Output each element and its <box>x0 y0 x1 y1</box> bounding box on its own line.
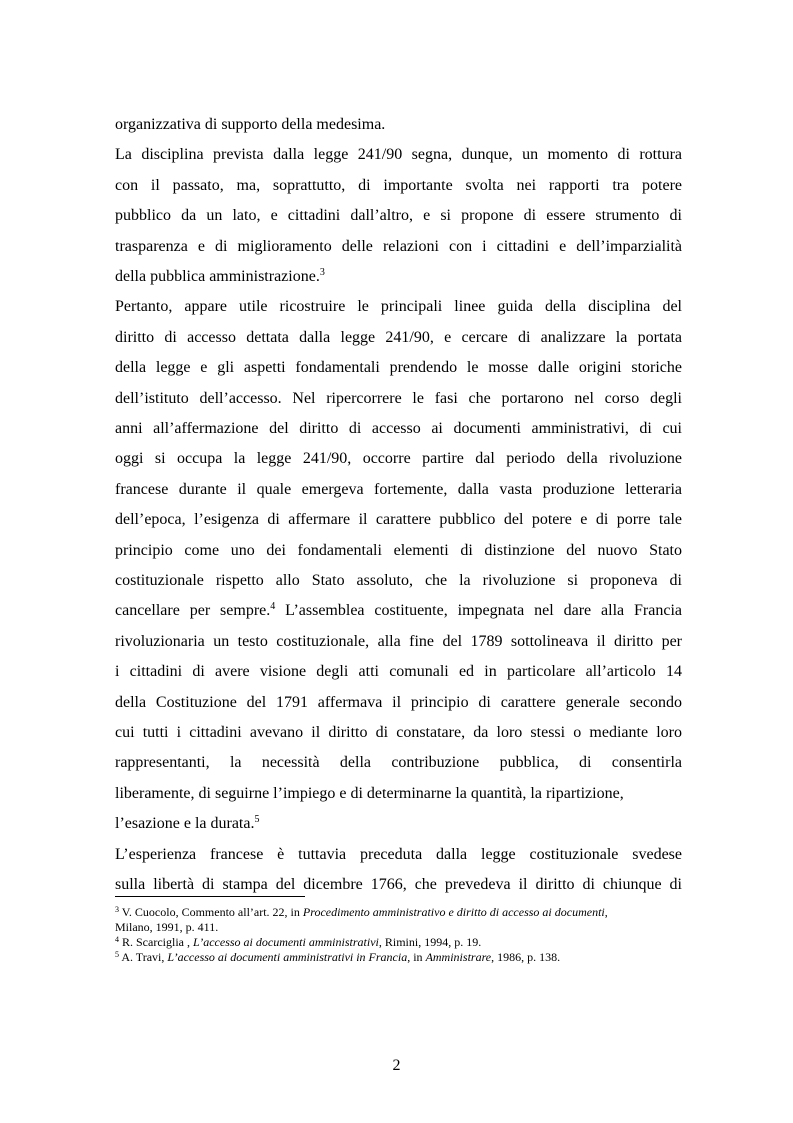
body-line-text: principio come uno dei fondamentali elementi di distinzione del nuovo Stato <box>115 541 682 559</box>
body-line-text: L’esperienza francese è tuttavia preceduta dalla legge costituzionale svedese <box>115 845 682 863</box>
body-line <box>115 542 682 560</box>
body-line-text: organizzativa di supporto della medesima. <box>115 116 386 133</box>
footnote-4-author: R. Scarciglia , <box>122 935 193 949</box>
footnote-5 <box>115 950 682 964</box>
body-line-text: cui tutti i cittadini avevano il diritto di constatare, da loro stessi o mediante loro <box>115 724 682 741</box>
body-line <box>115 785 682 803</box>
footnote-reference: 4 <box>270 601 276 613</box>
body-line <box>115 359 682 377</box>
body-line-text: della Costituzione del 1791 affermava il principio di carattere generale secondo <box>115 693 682 711</box>
body-line-text: oggi si occupa la legge 241/90, occorre partire dal periodo della rivoluzione <box>115 450 682 468</box>
body-line-text: La disciplina prevista dalla legge 241/90 segna, dunque, un momento di rottura <box>115 146 682 164</box>
body-line <box>115 572 682 590</box>
body-line-text: con il passato, ma, soprattutto, di importante svolta nei rapporti tra potere <box>115 176 682 194</box>
footnote-separator <box>115 896 305 897</box>
footnote-reference: 3 <box>319 267 325 278</box>
body-line <box>115 754 682 772</box>
body-line <box>115 390 682 408</box>
footnote-3-title: Procedimento amministrativo e diritto di accesso ai documenti <box>302 905 605 919</box>
body-line-text: anni all’affermazione del diritto di accesso ai documenti amministrativi, di cui <box>115 420 682 437</box>
footnote-4-rest: , Rimini, 1994, p. 19. <box>378 935 482 949</box>
body-line-text: diritto di accesso dettata dalla legge 241/90, e cercare di analizzare la portata <box>115 328 682 346</box>
body-line-text: rivoluzionaria un testo costituzionale, alla fine del 1789 sottolineava il diritto per <box>115 632 682 650</box>
body-line <box>115 876 682 894</box>
footnote-4 <box>115 935 682 949</box>
footnote-3-author: V. Cuocolo, Commento all’art. 22, in <box>121 905 303 919</box>
body-line <box>115 116 682 134</box>
body-line-text: della legge e gli aspetti fondamentali prendendo le mosse dalle origini storiche <box>115 359 682 377</box>
body-line <box>115 481 682 499</box>
body-line-text: pubblico da un lato, e cittadini dall’altro, e si propone di essere strumento di <box>115 207 682 225</box>
body-line-text: francese durante il quale emergeva fortemente, dalla vasta produzione letteraria <box>115 480 682 498</box>
body-line <box>115 268 682 286</box>
body-line <box>115 511 682 529</box>
body-line <box>115 663 682 681</box>
body-line-text: dell’epoca, l’esigenza di affermare il carattere pubblico del potere e di porre tale <box>115 511 682 529</box>
body-line <box>115 329 682 347</box>
body-line-text: della pubblica amministrazione. <box>115 268 320 285</box>
footnote-5-journal: Amministrare <box>425 950 492 964</box>
body-line-text: dell’istituto dell’accesso. Nel ripercorrere le fasi che portarono nel corso degli <box>115 389 682 407</box>
footnote-5-number: 5 <box>115 950 119 959</box>
body-line <box>115 450 682 468</box>
footnote-3-punct: , <box>604 905 608 919</box>
body-line-text: costituzionale rispetto allo Stato assoluto, che la rivoluzione si proponeva di <box>115 572 682 589</box>
body-line <box>115 602 682 620</box>
body-line <box>115 724 682 742</box>
footnote-5-rest: , 1986, p. 138. <box>491 950 561 964</box>
footnote-3-number: 3 <box>115 905 119 914</box>
footnote-3-continuation: Milano, 1991, p. 411. <box>115 920 219 934</box>
body-line-text: trasparenza e di miglioramento delle relazioni con i cittadini e dell’imparzialità <box>115 237 682 255</box>
body-line <box>115 298 682 316</box>
body-line <box>115 146 682 164</box>
body-line <box>115 846 682 864</box>
body-line <box>115 177 682 195</box>
body-line <box>115 420 682 438</box>
body-line-text: Pertanto, appare utile ricostruire le principali linee guida della disciplina del <box>115 298 682 316</box>
body-line-text-continued: L’assemblea costituente, impegnata nel dare alla Francia <box>275 602 682 620</box>
body-line-text: l’esazione e la durata. <box>115 815 255 833</box>
footnote-5-title: L’accesso ai documenti amministrativi in Francia <box>167 950 408 964</box>
body-line-text: i cittadini di avere visione degli atti comunali ed in particolare all’articolo 14 <box>115 663 682 681</box>
page-number: 2 <box>392 1057 401 1074</box>
body-line-text: sulla libertà di stampa del dicembre 1766, che prevedeva il diritto di chiunque di <box>115 876 682 893</box>
body-line-text: cancellare per sempre. <box>115 602 271 620</box>
body-line-text: rappresentanti, la necessità della contribuzione pubblica, di consentirla <box>115 754 682 772</box>
footnote-5-author: A. Travi, <box>121 950 168 964</box>
body-line-text: liberamente, di seguirne l’impiego e di determinarne la quantità, la ripartizione, <box>115 784 624 802</box>
footnote-3 <box>115 905 682 919</box>
footnote-4-title: L’accesso ai documenti amministrativi <box>192 935 379 949</box>
body-line <box>115 694 682 712</box>
footnote-5-mid: , in <box>407 950 426 964</box>
footnote-4-number: 4 <box>115 935 119 944</box>
body-line <box>115 238 682 256</box>
body-line <box>115 815 682 833</box>
body-line <box>115 207 682 225</box>
body-line <box>115 633 682 651</box>
footnote-reference: 5 <box>254 814 260 826</box>
